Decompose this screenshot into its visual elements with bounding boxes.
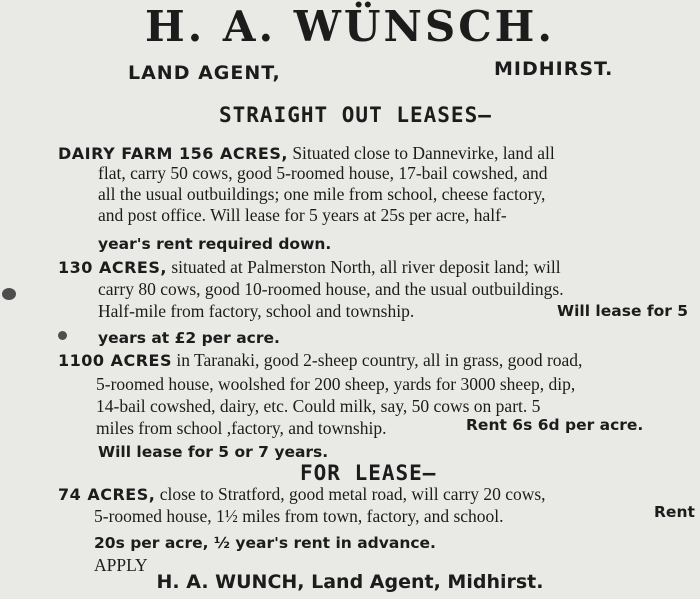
listing-3-lead: 1100 ACRES [58,351,172,370]
advertiser-place: MIDHIRST. [494,58,614,80]
listing-4-text-1: close to Stratford, good metal road, will carry 20 cows, [155,484,546,504]
listing-1-lead: DAIRY FARM 156 ACRES, [58,144,288,163]
listing-4-lead: 74 ACRES, [58,485,156,504]
listing-3-line-4: miles from school ,factory, and township. [96,418,387,438]
listing-2-line-1 [58,257,561,278]
listing-4-line-3: 20s per acre, ½ year's rent in advance. [94,534,436,552]
listing-1-line-5: year's rent required down. [98,235,332,253]
listing-3-line-5: Will lease for 5 or 7 years. [98,443,329,461]
listing-3-line-1 [58,350,582,371]
section-heading-straight-out-leases: STRAIGHT OUT LEASES— [219,103,492,127]
listing-4-line-1 [58,484,546,505]
footer-signature: H. A. WUNCH, Land Agent, Midhirst. [156,571,544,593]
listing-4-line-2b: Rent [654,503,695,521]
listing-1-line-3: all the usual outbuildings; one mile from school, cheese factory, [98,184,546,204]
ink-smudge [2,288,16,300]
listing-1-text-1: Situated close to Dannevirke, land all [287,143,555,163]
listing-2-line-3b: Will lease for 5 [557,302,689,320]
listing-2-lead: 130 ACRES, [58,258,167,277]
advertiser-role: LAND AGENT, [128,62,281,84]
listing-3-line-3: 14-bail cowshed, dairy, etc. Could milk, say, 50 cows on part. 5 [96,396,541,416]
listing-2-line-3: Half-mile from factory, school and township. [98,301,415,321]
listing-3-text-1: in Taranaki, good 2-sheep country, all in grass, good road, [172,350,583,370]
listing-2-line-2: carry 80 cows, good 10-roomed house, and the usual outbuildings. [98,279,564,299]
section-heading-for-lease: FOR LEASE— [300,461,437,485]
apply-label: APPLY [94,555,148,575]
listing-2-line-4: years at £2 per acre. [98,329,280,347]
ink-smudge [58,331,67,340]
listing-2-text-1: situated at Palmerston North, all river deposit land; will [166,257,561,277]
listing-1-line-4: and post office. Will lease for 5 years at 25s per acre, half- [98,205,507,225]
advertiser-name: H. A. WÜNSCH. [144,2,555,51]
listing-3-line-4b: Rent 6s 6d per acre. [466,416,644,434]
listing-1-line-2: flat, carry 50 cows, good 5-roomed house, 17-bail cowshed, and [98,163,548,183]
listing-1-line-1 [58,143,555,164]
listing-4-line-2: 5-roomed house, 1½ miles from town, factory, and school. [94,506,504,526]
listing-3-line-2: 5-roomed house, woolshed for 200 sheep, yards for 3000 sheep, dip, [96,374,576,394]
